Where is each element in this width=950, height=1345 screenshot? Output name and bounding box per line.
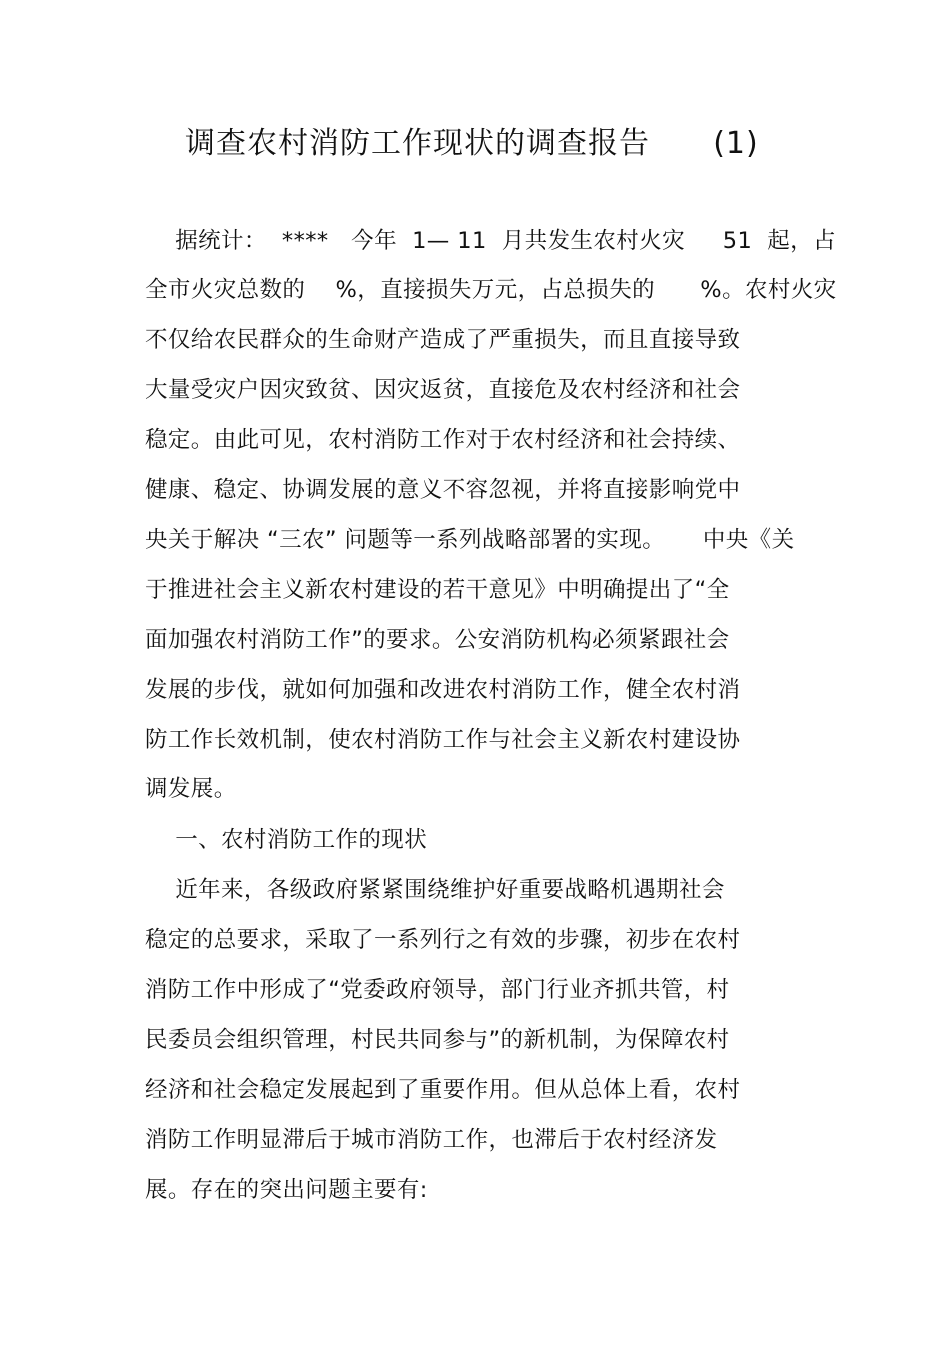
paragraph-line: 近年来，各级政府紧紧围绕维护好重要战略机遇期社会 bbox=[145, 877, 725, 903]
paragraph-line: 于推进社会主义新农村建设的若干意见》中明确提出了“全 bbox=[145, 577, 730, 603]
paragraph-line: 央关于解决 “三农” 问题等一系列战略部署的实现。 中央《关 bbox=[145, 527, 795, 553]
paragraph-line: 稳定的总要求，采取了一系列行之有效的步骤，初步在农村 bbox=[145, 927, 741, 953]
paragraph-line: 消防工作中形成了“党委政府领导，部门行业齐抓共管，村 bbox=[145, 977, 730, 1003]
paragraph-line: 大量受灾户因灾致贫、因灾返贫，直接危及农村经济和社会 bbox=[145, 377, 741, 403]
paragraph-line: 发展的步伐，就如何加强和改进农村消防工作，健全农村消 bbox=[145, 677, 741, 703]
paragraph-line: 展。存在的突出问题主要有: bbox=[145, 1177, 428, 1203]
paragraph-line: 面加强农村消防工作”的要求。公安消防机构必须紧跟社会 bbox=[145, 627, 730, 653]
paragraph-line: 据统计： **** 今年 1— 11 月共发生农村火灾 51 起，占 bbox=[145, 228, 836, 254]
paragraph-line: 全市火灾总数的 %，直接损失万元，占总损失的 %。农村火灾 bbox=[145, 277, 837, 303]
paragraph-line: 防工作长效机制，使农村消防工作与社会主义新农村建设协 bbox=[145, 727, 741, 753]
paragraph-line: 健康、稳定、协调发展的意义不容忽视，并将直接影响党中 bbox=[145, 477, 741, 503]
paragraph-line: 民委员会组织管理，村民共同参与”的新机制，为保障农村 bbox=[145, 1027, 730, 1053]
paragraph-line: 调发展。 bbox=[145, 776, 237, 802]
document-title: 调查农村消防工作现状的调查报告 (1) bbox=[185, 126, 759, 161]
paragraph-line: 经济和社会稳定发展起到了重要作用。但从总体上看，农村 bbox=[145, 1077, 741, 1103]
section-heading: 一、农村消防工作的现状 bbox=[145, 827, 428, 853]
paragraph-line: 稳定。由此可见，农村消防工作对于农村经济和社会持续、 bbox=[145, 427, 741, 453]
paragraph-line: 不仅给农民群众的生命财产造成了严重损失，而且直接导致 bbox=[145, 327, 741, 353]
paragraph-line: 消防工作明显滞后于城市消防工作，也滞后于农村经济发 bbox=[145, 1127, 718, 1153]
